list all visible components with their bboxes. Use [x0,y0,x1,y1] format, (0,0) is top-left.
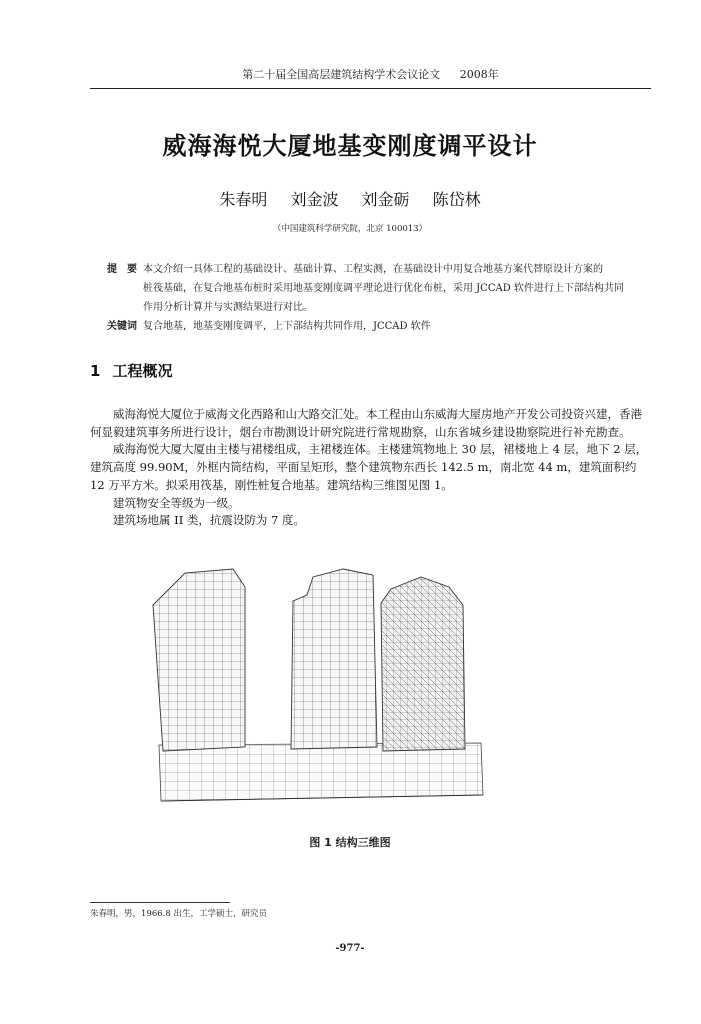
header-conference: 第二十届全国高层建筑结构学术会议论文 [242,68,441,81]
section-number: 1 [90,362,101,380]
running-header [90,66,651,89]
paragraph: 威海海悦大厦大厦由主楼与裙楼组成，主裙楼连体。主楼建筑物地上 30 层，裙楼地上 4 层，地下 2 层，建筑高度 99.90M，外框内筒结构，平面呈矩形，整个建筑物东西长 142.5 m，南北宽 44 m，建筑面积约 12 万平方米。拟采用筏基，刚性桩复合地基。建筑结构三维图见图 1。 [90,442,648,492]
middle-tower [291,569,377,749]
affiliation: （中国建筑科学研究院，北京 100013） [272,224,428,234]
abstract-block [107,260,647,336]
paragraph: 威海海悦大厦位于威海文化西路和山大路交汇处。本工程由山东威海大屋房地产开发公司投资兴建，香港何显毅建筑事务所进行设计，烟台市勘测设计研究院进行常规勘察，山东省城乡建设勘察院进行补充勘查。 [90,407,642,439]
author: 朱春明 [219,190,268,209]
right-tower [381,577,465,751]
header-year: 2008年 [459,68,499,81]
paper-title: 威海海悦大厦地基变刚度调平设计 [162,132,538,160]
body-text [90,406,648,530]
figure-caption: 图 1 结构三维图 [309,836,391,849]
section-title: 工程概况 [112,362,173,380]
footnote-rule [90,902,230,903]
page-number: -977- [335,943,365,954]
podium-structure [159,743,483,801]
abstract-label: 提 要 [107,264,137,275]
left-tower [153,569,245,751]
footnote: 朱春明，男，1966.8 出生，工学硕士，研究员 [90,909,267,919]
abstract-line: 作用分析计算并与实测结果进行对比。 [143,302,313,313]
keywords-text: 复合地基，地基变刚度调平，上下部结构共同作用，JCCAD 软件 [143,321,431,332]
paragraph: 建筑场地属 II 类，抗震设防为 7 度。 [113,513,306,528]
keywords-label: 关键词 [107,321,137,332]
abstract-line: 本文介绍一具体工程的基础设计、基础计算、工程实测，在基础设计中用复合地基方案代替原设计方案的 [143,264,603,275]
author: 刘金砺 [361,190,410,209]
structure-3d-figure [141,565,493,818]
author: 刘金波 [290,190,339,209]
author: 陈岱林 [432,190,481,209]
author-list [60,187,640,210]
paragraph: 建筑物安全等级为一级。 [113,495,240,510]
section-heading [90,360,184,381]
abstract-line: 桩筏基础，在复合地基布桩时采用地基变刚度调平理论进行优化布桩，采用 JCCAD 软件进行上下部结构共同 [143,283,624,294]
